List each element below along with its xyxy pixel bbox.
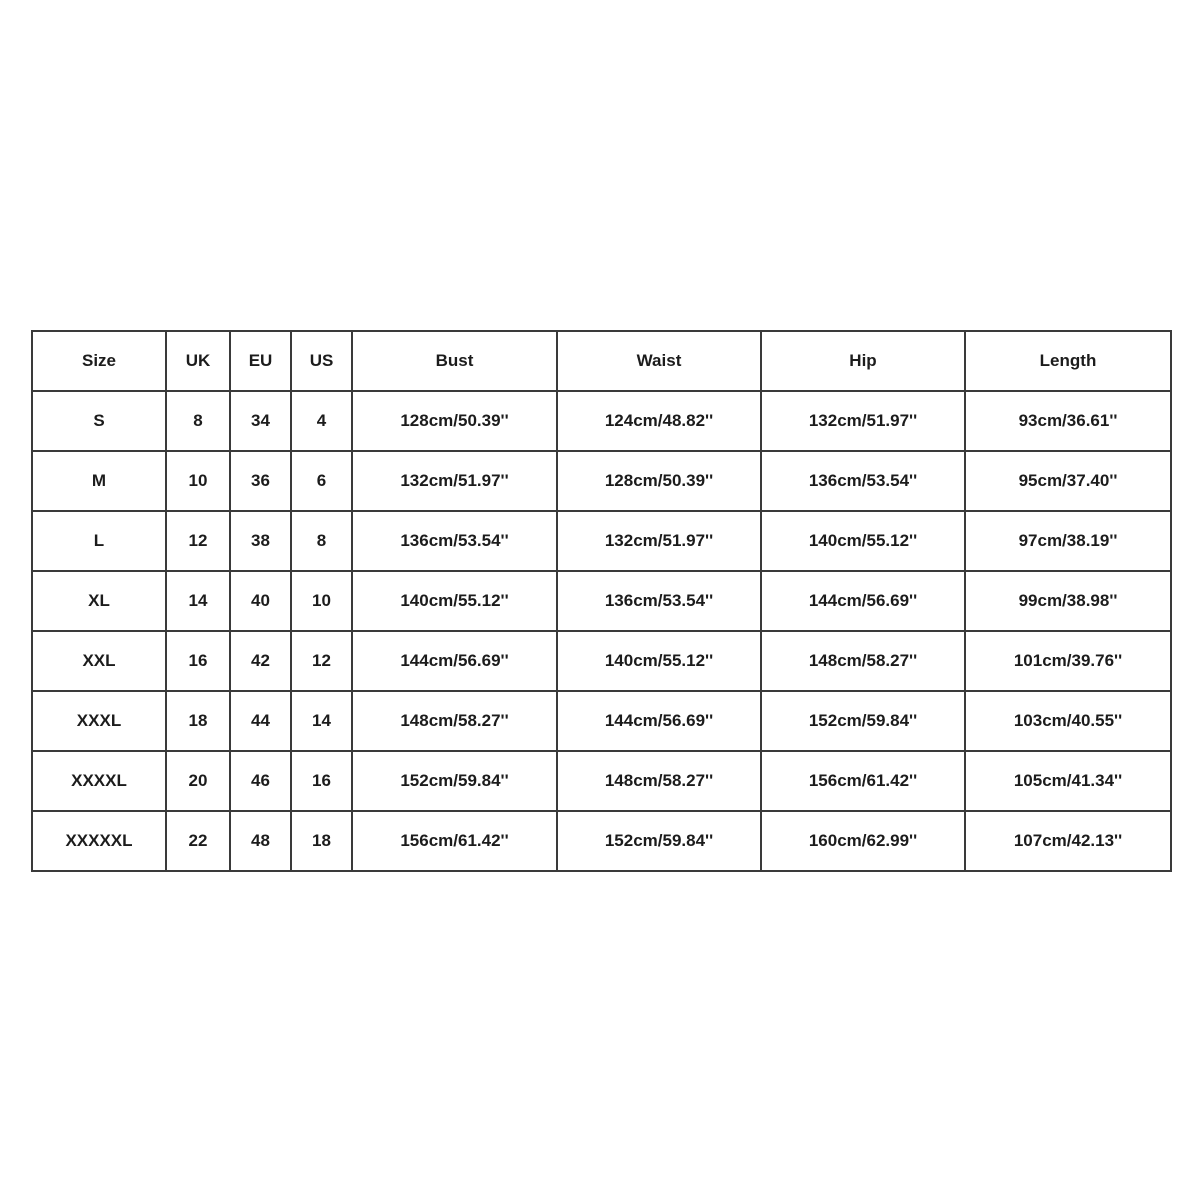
table-cell-uk: 8 [166, 391, 230, 451]
table-cell-size: L [32, 511, 166, 571]
table-row [32, 751, 1171, 811]
header-cell-eu: EU [230, 331, 291, 391]
table-cell-hip: 144cm/56.69'' [761, 571, 965, 631]
table-cell-bust: 148cm/58.27'' [352, 691, 557, 751]
table-cell-eu: 40 [230, 571, 291, 631]
table-cell-bust: 156cm/61.42'' [352, 811, 557, 871]
table-row [32, 811, 1171, 871]
table-cell-bust: 144cm/56.69'' [352, 631, 557, 691]
header-cell-bust: Bust [352, 331, 557, 391]
header-cell-us: US [291, 331, 352, 391]
table-cell-waist: 144cm/56.69'' [557, 691, 761, 751]
table-cell-size: XXXXL [32, 751, 166, 811]
table-cell-bust: 152cm/59.84'' [352, 751, 557, 811]
table-row [32, 451, 1171, 511]
table-cell-eu: 48 [230, 811, 291, 871]
header-cell-uk: UK [166, 331, 230, 391]
table-cell-uk: 12 [166, 511, 230, 571]
table-cell-size: XXXL [32, 691, 166, 751]
table-row [32, 631, 1171, 691]
table-cell-length: 105cm/41.34'' [965, 751, 1171, 811]
size-chart-table [31, 330, 1172, 872]
table-cell-hip: 132cm/51.97'' [761, 391, 965, 451]
table-cell-uk: 22 [166, 811, 230, 871]
table-cell-hip: 140cm/55.12'' [761, 511, 965, 571]
table-cell-waist: 152cm/59.84'' [557, 811, 761, 871]
table-cell-length: 93cm/36.61'' [965, 391, 1171, 451]
table-cell-hip: 160cm/62.99'' [761, 811, 965, 871]
table-cell-eu: 42 [230, 631, 291, 691]
table-cell-uk: 20 [166, 751, 230, 811]
table-cell-size: S [32, 391, 166, 451]
table-cell-length: 103cm/40.55'' [965, 691, 1171, 751]
table-cell-waist: 124cm/48.82'' [557, 391, 761, 451]
table-row [32, 571, 1171, 631]
table-cell-us: 6 [291, 451, 352, 511]
header-cell-length: Length [965, 331, 1171, 391]
table-cell-length: 97cm/38.19'' [965, 511, 1171, 571]
header-row [32, 331, 1171, 391]
size-chart-body [32, 391, 1171, 871]
table-cell-uk: 14 [166, 571, 230, 631]
table-cell-bust: 140cm/55.12'' [352, 571, 557, 631]
table-cell-length: 101cm/39.76'' [965, 631, 1171, 691]
table-cell-bust: 128cm/50.39'' [352, 391, 557, 451]
table-cell-waist: 148cm/58.27'' [557, 751, 761, 811]
table-cell-length: 99cm/38.98'' [965, 571, 1171, 631]
table-cell-us: 4 [291, 391, 352, 451]
table-cell-uk: 16 [166, 631, 230, 691]
table-cell-hip: 152cm/59.84'' [761, 691, 965, 751]
table-cell-eu: 38 [230, 511, 291, 571]
header-cell-waist: Waist [557, 331, 761, 391]
table-cell-hip: 148cm/58.27'' [761, 631, 965, 691]
table-cell-bust: 132cm/51.97'' [352, 451, 557, 511]
table-cell-uk: 18 [166, 691, 230, 751]
table-cell-eu: 44 [230, 691, 291, 751]
table-cell-us: 10 [291, 571, 352, 631]
table-cell-us: 8 [291, 511, 352, 571]
table-cell-size: XXL [32, 631, 166, 691]
table-cell-length: 95cm/37.40'' [965, 451, 1171, 511]
table-cell-us: 16 [291, 751, 352, 811]
header-cell-hip: Hip [761, 331, 965, 391]
table-cell-us: 14 [291, 691, 352, 751]
table-cell-us: 12 [291, 631, 352, 691]
table-row [32, 511, 1171, 571]
table-cell-eu: 46 [230, 751, 291, 811]
table-cell-waist: 140cm/55.12'' [557, 631, 761, 691]
table-cell-waist: 128cm/50.39'' [557, 451, 761, 511]
table-cell-waist: 132cm/51.97'' [557, 511, 761, 571]
table-cell-waist: 136cm/53.54'' [557, 571, 761, 631]
table-cell-bust: 136cm/53.54'' [352, 511, 557, 571]
table-cell-size: XL [32, 571, 166, 631]
header-cell-size: Size [32, 331, 166, 391]
table-cell-size: M [32, 451, 166, 511]
table-cell-hip: 156cm/61.42'' [761, 751, 965, 811]
table-cell-uk: 10 [166, 451, 230, 511]
table-cell-eu: 36 [230, 451, 291, 511]
table-row [32, 691, 1171, 751]
table-cell-size: XXXXXL [32, 811, 166, 871]
table-cell-eu: 34 [230, 391, 291, 451]
table-cell-us: 18 [291, 811, 352, 871]
table-row [32, 391, 1171, 451]
table-cell-length: 107cm/42.13'' [965, 811, 1171, 871]
table-cell-hip: 136cm/53.54'' [761, 451, 965, 511]
